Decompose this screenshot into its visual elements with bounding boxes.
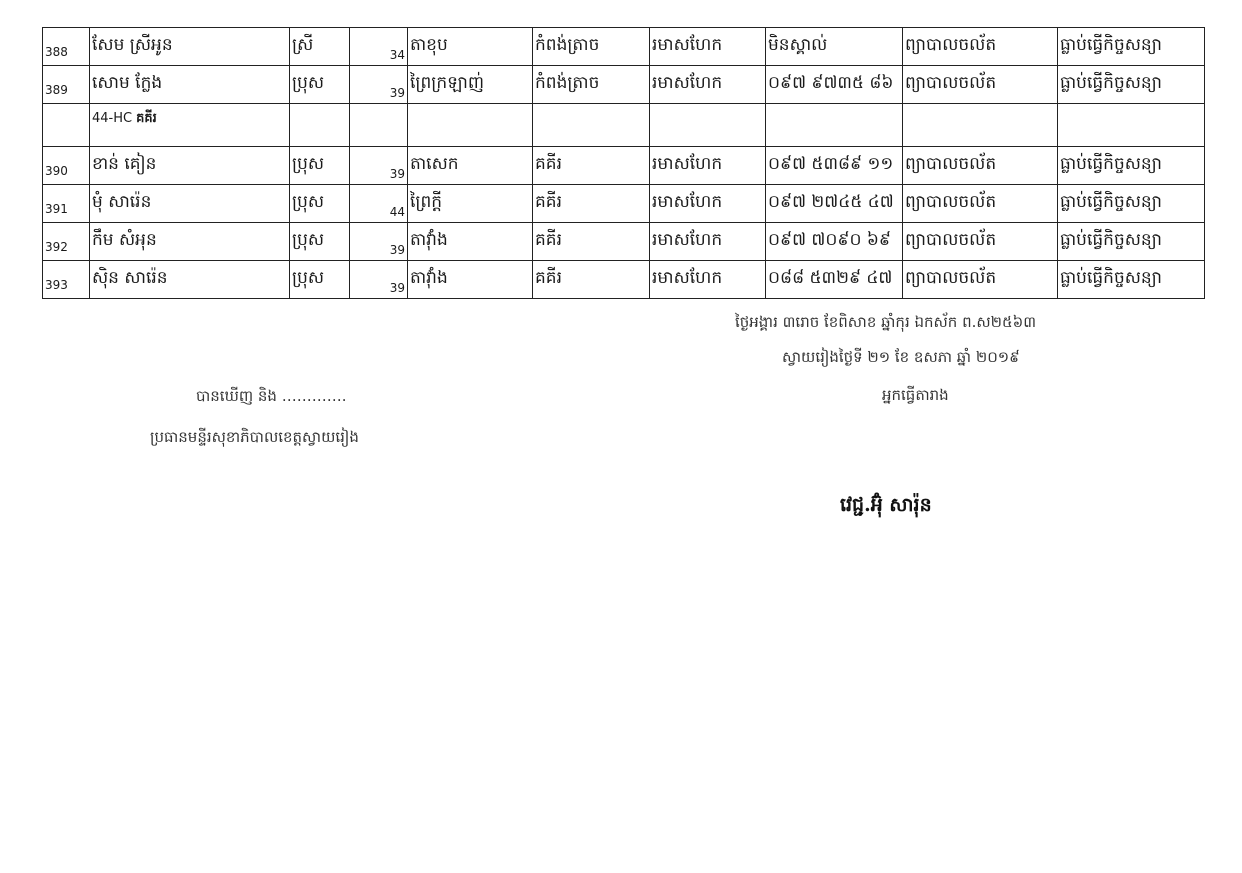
patient-register-table	[42, 27, 1205, 299]
row-number: 389	[45, 82, 68, 97]
section-label: គគីរ	[136, 111, 157, 126]
empty-cell	[533, 104, 650, 147]
cell-sex: ប្រុស	[290, 223, 350, 261]
date-lunar: ថ្ងៃអង្គារ ៣រោច ខែពិសាខ ឆ្នាំកុរ ឯកស័ក ព.ស២៥៦៣	[735, 313, 1037, 331]
cell-village: ព្រៃក្តី	[408, 185, 533, 223]
cell-treatment: ព្យាបាលចល័ត	[903, 66, 1058, 104]
cell-phone: មិនស្គាល់	[766, 28, 903, 66]
table-row	[43, 147, 1205, 185]
empty-cell	[43, 104, 90, 147]
cell-village: ព្រៃក្រឡាញ់	[408, 66, 533, 104]
cell-phone: ០៩៧ ៩៧៣៥ ៨៦	[766, 66, 903, 104]
cell-village: តាវ៉ាំង	[408, 261, 533, 299]
empty-cell	[350, 104, 408, 147]
row-number: 390	[45, 163, 68, 178]
empty-cell	[408, 104, 533, 147]
section-header-cell	[90, 104, 290, 147]
director-title: ប្រធានមន្ទីរសុខាភិបាលខេត្តស្វាយរៀង	[150, 428, 359, 446]
cell-name: ស៊ិន សារ៉េន	[90, 261, 290, 299]
cell-age: 39	[350, 66, 408, 104]
cell-status: ធ្លាប់ធ្វើកិច្ចសន្យា	[1058, 223, 1205, 261]
row-number-cell	[43, 185, 90, 223]
cell-village: តាសេក	[408, 147, 533, 185]
cell-status: ធ្លាប់ធ្វើកិច្ចសន្យា	[1058, 147, 1205, 185]
cell-status: ធ្លាប់ធ្វើកិច្ចសន្យា	[1058, 28, 1205, 66]
cell-age: 39	[350, 223, 408, 261]
cell-phone: ០៩៧ ៥៣៨៩ ១១	[766, 147, 903, 185]
table-row	[43, 223, 1205, 261]
row-number: 392	[45, 239, 68, 254]
table-body	[43, 28, 1205, 299]
table-row	[43, 261, 1205, 299]
seen-approved-label: បានឃើញ និង ………….	[196, 387, 347, 405]
cell-name: កឹម សំអុន	[90, 223, 290, 261]
cell-commune: គគីរ	[533, 223, 650, 261]
row-number-cell	[43, 223, 90, 261]
cell-district: រមាសហែក	[650, 261, 766, 299]
cell-age: 44	[350, 185, 408, 223]
row-number-cell	[43, 261, 90, 299]
cell-status: ធ្លាប់ធ្វើកិច្ចសន្យា	[1058, 185, 1205, 223]
empty-cell	[650, 104, 766, 147]
cell-treatment: ព្យាបាលចល័ត	[903, 223, 1058, 261]
cell-phone: ០៨៨ ៥៣២៩ ៤៧	[766, 261, 903, 299]
cell-district: រមាសហែក	[650, 66, 766, 104]
table-row	[43, 185, 1205, 223]
cell-treatment: ព្យាបាលចល័ត	[903, 261, 1058, 299]
cell-status: ធ្លាប់ធ្វើកិច្ចសន្យា	[1058, 261, 1205, 299]
cell-name: សែម ស្រីអូន	[90, 28, 290, 66]
cell-commune: គគីរ	[533, 147, 650, 185]
cell-district: រមាសហែក	[650, 28, 766, 66]
table-row	[43, 66, 1205, 104]
row-number: 393	[45, 277, 68, 292]
cell-name: មុំ សារ៉េន	[90, 185, 290, 223]
cell-age: 39	[350, 261, 408, 299]
cell-phone: ០៩៧ ៧០៩០ ៦៩	[766, 223, 903, 261]
cell-commune: គគីរ	[533, 261, 650, 299]
row-number-cell	[43, 147, 90, 185]
cell-treatment: ព្យាបាលចល័ត	[903, 28, 1058, 66]
cell-age: 39	[350, 147, 408, 185]
row-number: 391	[45, 201, 68, 216]
cell-sex: ស្រី	[290, 28, 350, 66]
prepared-by-label: អ្នកធ្វើតារាង	[882, 386, 949, 404]
cell-treatment: ព្យាបាលចល័ត	[903, 185, 1058, 223]
empty-cell	[1058, 104, 1205, 147]
cell-sex: ប្រុស	[290, 185, 350, 223]
cell-phone: ០៩៧ ២៧៤៥ ៤៧	[766, 185, 903, 223]
signatory-name: វេជ្ជ.អ៊ុំ សារ៉ុន	[840, 494, 932, 516]
cell-age: 34	[350, 28, 408, 66]
cell-name: ខាន់ គៀន	[90, 147, 290, 185]
empty-cell	[903, 104, 1058, 147]
cell-sex: ប្រុស	[290, 66, 350, 104]
cell-name: សោម ក្លែង	[90, 66, 290, 104]
cell-commune: កំពង់ត្រាច	[533, 66, 650, 104]
cell-district: រមាសហែក	[650, 147, 766, 185]
row-number-cell	[43, 66, 90, 104]
cell-status: ធ្លាប់ធ្វើកិច្ចសន្យា	[1058, 66, 1205, 104]
cell-district: រមាសហែក	[650, 223, 766, 261]
section-code: 44-HC	[92, 111, 133, 126]
cell-commune: កំពង់ត្រាច	[533, 28, 650, 66]
cell-village: តាវ៉ាំង	[408, 223, 533, 261]
cell-sex: ប្រុស	[290, 147, 350, 185]
cell-village: តាខុប	[408, 28, 533, 66]
row-number-cell	[43, 28, 90, 66]
table-row	[43, 28, 1205, 66]
cell-sex: ប្រុស	[290, 261, 350, 299]
cell-treatment: ព្យាបាលចល័ត	[903, 147, 1058, 185]
empty-cell	[290, 104, 350, 147]
table-row	[43, 104, 1205, 147]
cell-commune: គគីរ	[533, 185, 650, 223]
empty-cell	[766, 104, 903, 147]
row-number: 388	[45, 44, 68, 59]
date-solar: ស្វាយរៀងថ្ងៃទី ២១ ខែ ឧសភា ឆ្នាំ ២០១៩	[782, 348, 1020, 366]
cell-district: រមាសហែក	[650, 185, 766, 223]
